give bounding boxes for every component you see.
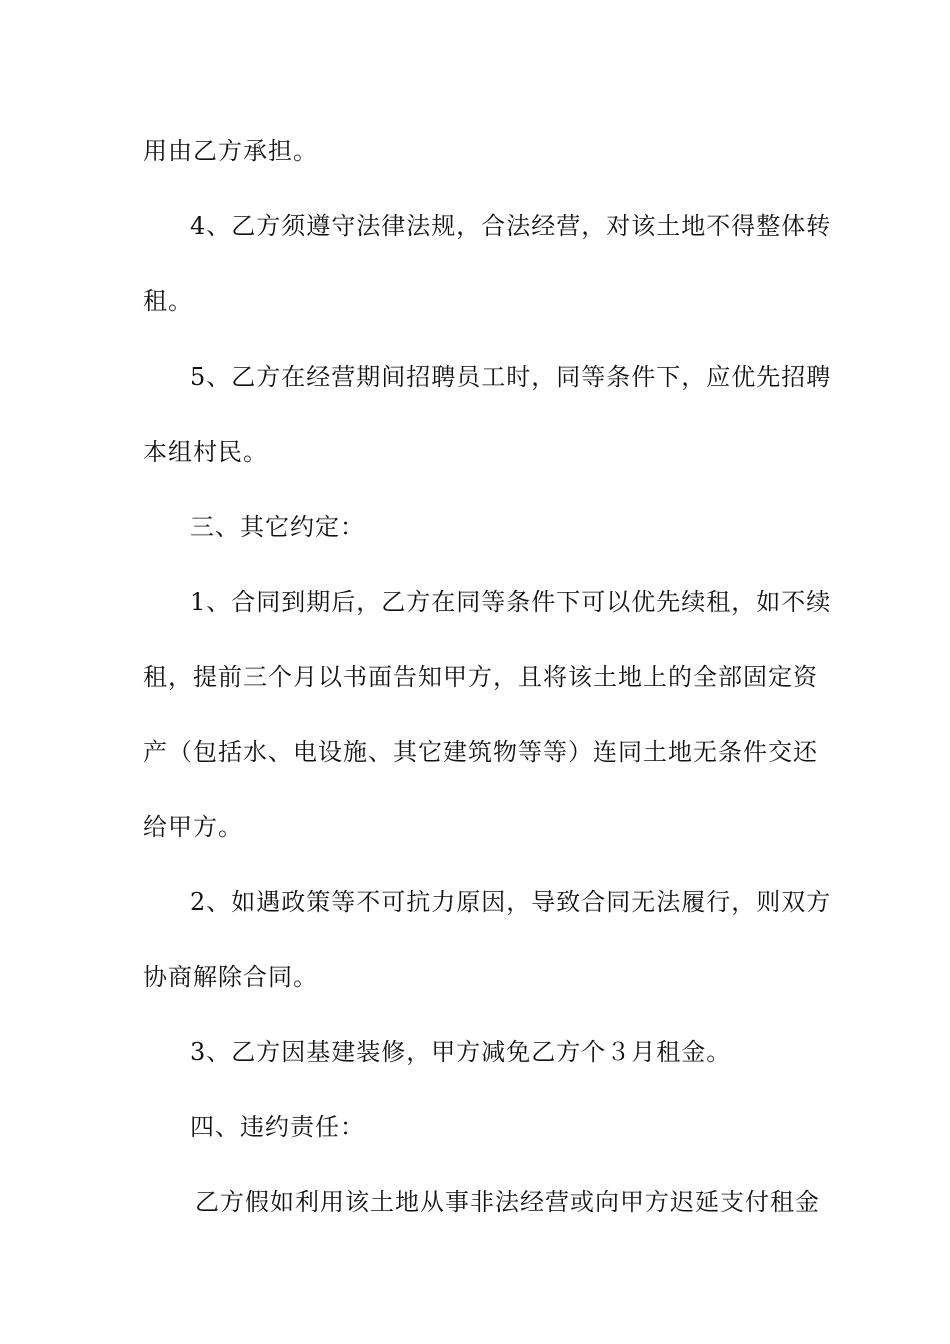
text-line: 乙方假如利用该土地从事非法经营或向甲方迟延支付租金: [195, 1188, 820, 1216]
text-line: 5、乙方在经营期间招聘员工时，同等条件下，应优先招聘: [190, 363, 832, 391]
text-line: 1、合同到期后，乙方在同等条件下可以优先续租，如不续: [190, 588, 832, 616]
section-heading: 三、其它约定：: [190, 513, 365, 541]
text-line: 租。: [143, 287, 193, 315]
text-line: 2、如遇政策等不可抗力原因，导致合同无法履行，则双方: [190, 888, 832, 916]
text-line: 给甲方。: [143, 813, 243, 841]
text-line: 3、乙方因基建装修，甲方减免乙方个３月租金。: [190, 1038, 732, 1066]
text-line: 本组村民。: [143, 438, 268, 466]
section-heading: 四、违约责任：: [190, 1113, 365, 1141]
text-line: 协商解除合同。: [143, 963, 318, 991]
text-line: 租，提前三个月以书面告知甲方，且将该土地上的全部固定资: [143, 663, 818, 691]
text-line: 产（包括水、电设施、其它建筑物等等）连同土地无条件交还: [143, 738, 818, 766]
text-line: 用由乙方承担。: [143, 137, 318, 165]
text-line: 4、乙方须遵守法律法规，合法经营，对该土地不得整体转: [190, 212, 832, 240]
